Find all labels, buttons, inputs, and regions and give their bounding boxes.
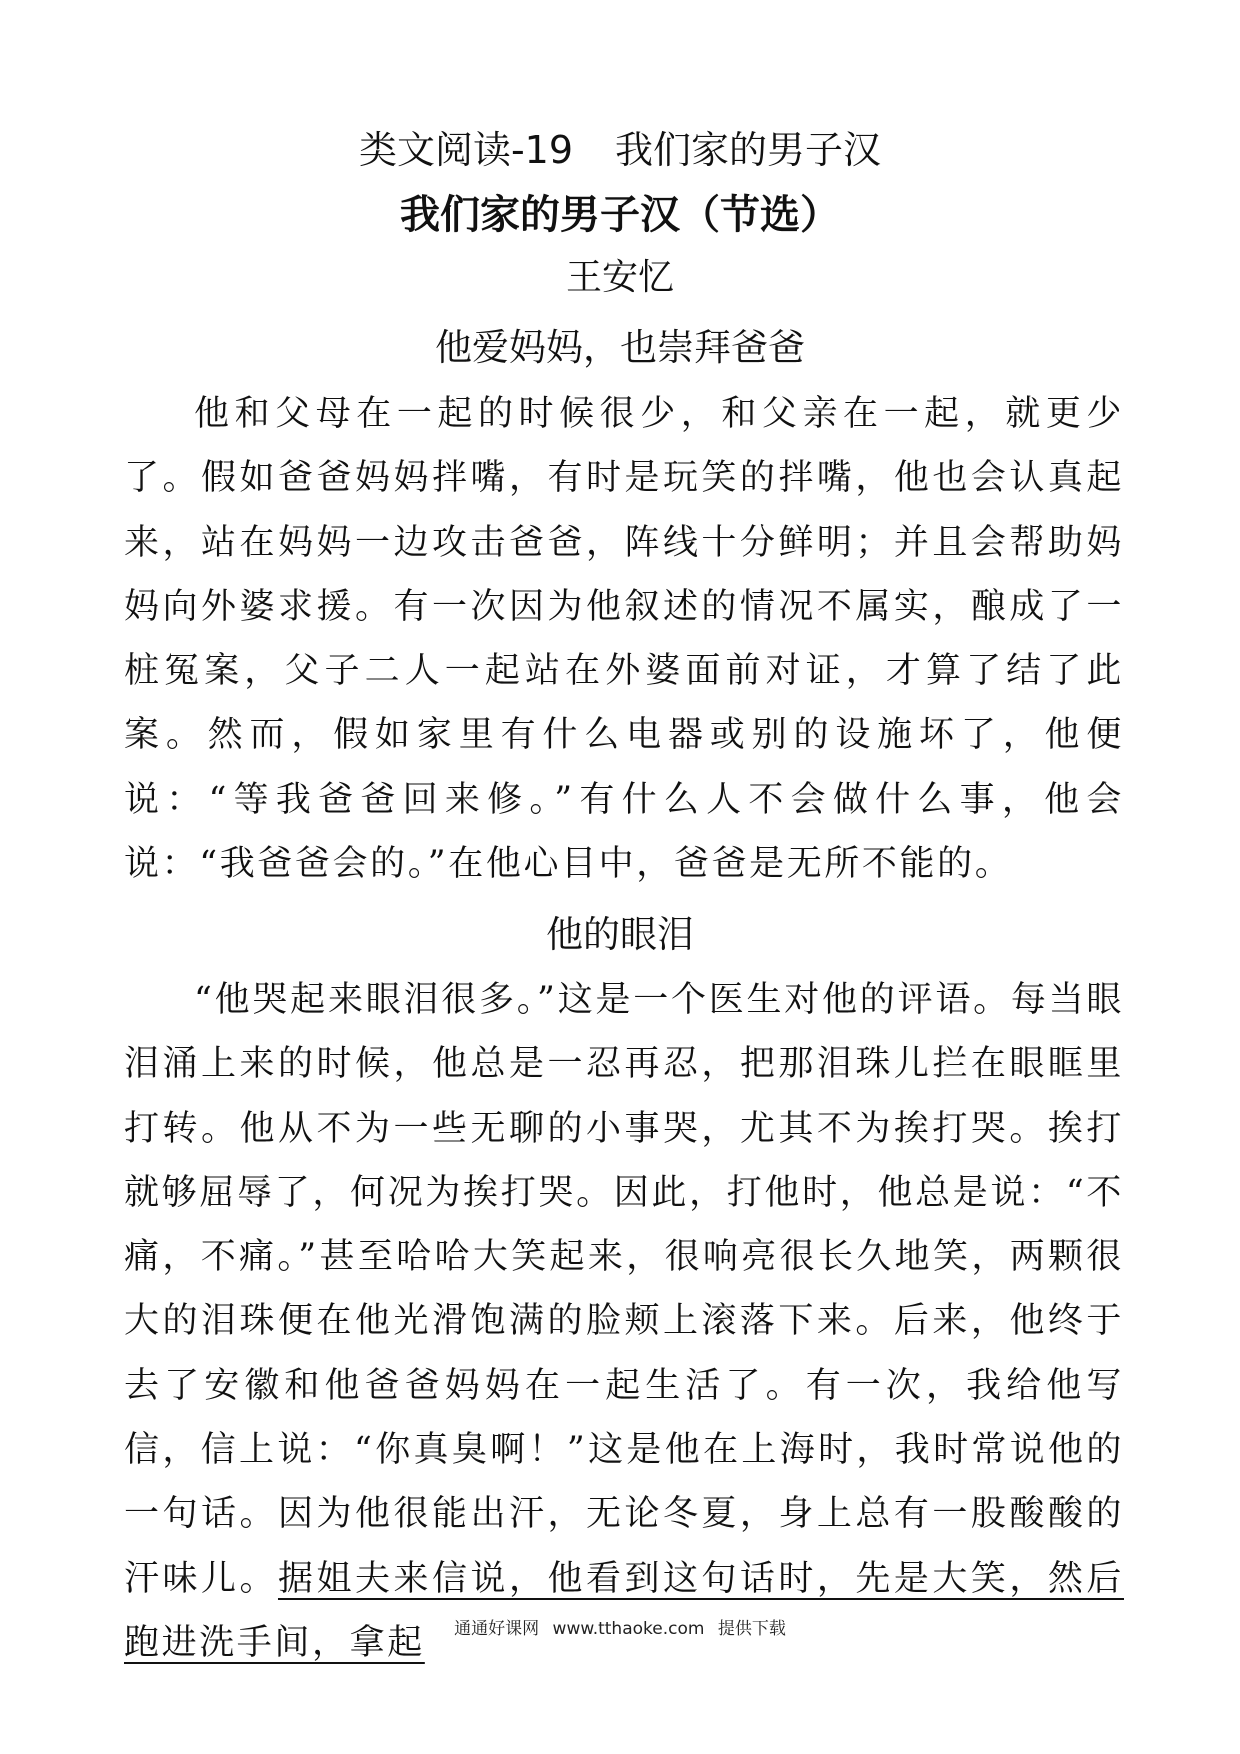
section-heading-love-parents: 他爱妈妈，也崇拜爸爸 — [435, 326, 805, 369]
section-paragraph-tears — [124, 968, 1124, 1675]
section-heading-tears: 他的眼泪 — [546, 913, 694, 956]
section-paragraph-love-parents: 他和父母在一起的时候很少，和父亲在一起，就更少了。假如爸爸妈妈拌嘴，有时是玩笑的拌嘴，他也会认真起来，站在妈妈一边攻击爸爸，阵线十分鲜明；并且会帮助妈妈向外婆求援。有一次因为他叙述的情况不属实，酿成了一桩冤案，父子二人一起站在外婆面前对证，才算了结了此案。然而，假如家里有什么电器或别的设施坏了，他便说：“等我爸爸回来修。”有什么人不会做什么事，他会说：“我爸爸会的。”在他心目中，爸爸是无所不能的。 — [124, 394, 1124, 885]
underlined-sentence: 据姐夫来信说，他看到这句话时，先是大笑，然后跑进洗手间，拿起 — [124, 1558, 1124, 1663]
article-title: 我们家的男子汉（节选） — [400, 192, 840, 238]
footer-url[interactable]: www.tthaoke.com — [552, 1619, 705, 1639]
paragraph-text: “他哭起来眼泪很多。”这是一个医生对他的评语。每当眼泪涌上来的时候，他总是一忍再忍，把那泪珠儿拦在眼眶里打转。他从不为一些无聊的小事哭，尤其不为挨打哭。挨打就够屈辱了，何况为挨打哭。因此，打他时，他总是说：“不痛，不痛。”甚至哈哈大笑起来，很响亮很长久地笑，两颗很大的泪珠便在他光滑饱满的脸颊上滚落下来。后来，他终于去了安徽和他爸爸妈妈在一起生活了。有一次，我给他写信，信上说：“你真臭啊！”这是他在上海时，我时常说他的一句话。因为他很能出汗，无论冬夏，身上总有一股酸酸的汗味儿。 — [124, 980, 1124, 1599]
page-footer — [0, 1615, 1240, 1643]
footer-suffix: 提供下载 — [717, 1619, 786, 1639]
document-title-series: 类文阅读-19 — [358, 128, 574, 172]
document-title-name: 我们家的男子汉 — [615, 128, 882, 172]
footer-site-name: 通通好课网 — [454, 1619, 540, 1639]
author-name: 王安忆 — [565, 257, 674, 298]
document-title — [0, 120, 1240, 180]
